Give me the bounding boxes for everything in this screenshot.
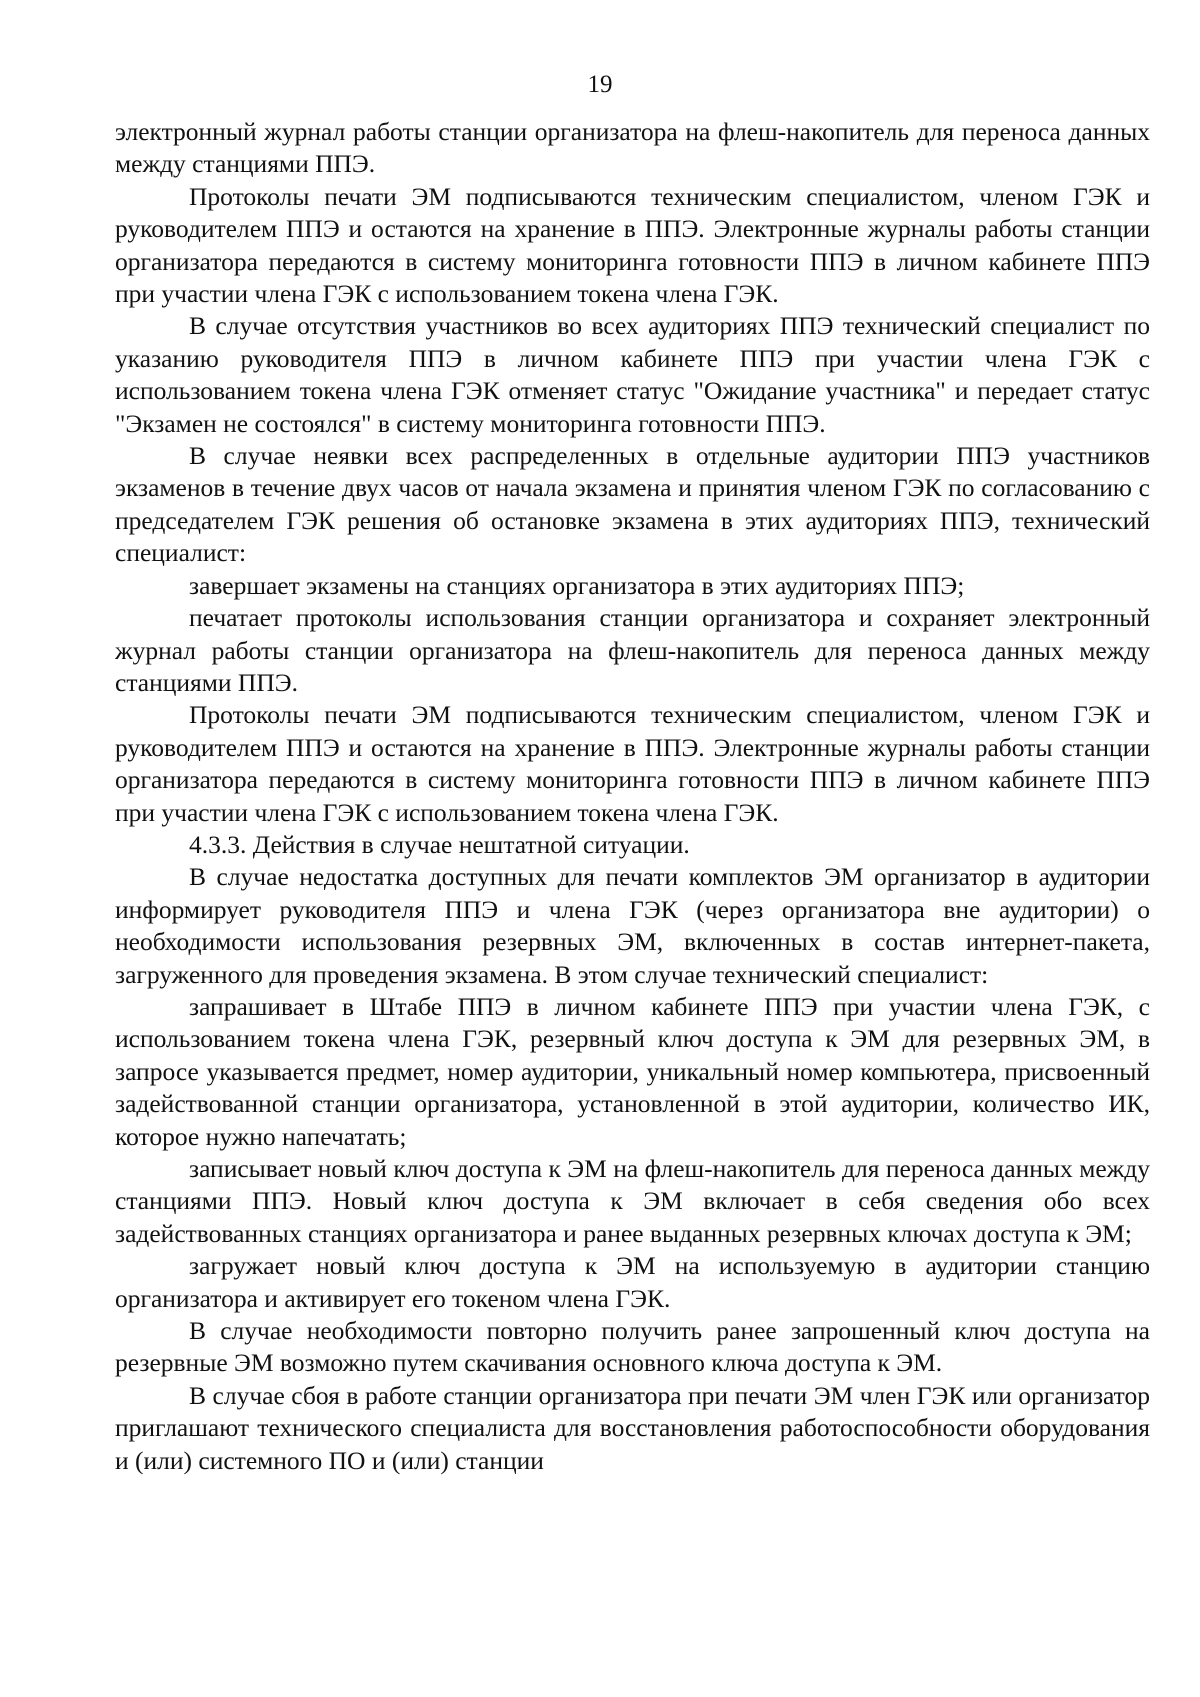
document-body	[115, 116, 1150, 1477]
paragraph: В случае отсутствия участников во всех аудиториях ППЭ технический специалист по указанию руководителя ППЭ в личном кабинете ППЭ при участии члена ГЭК с использованием токена члена ГЭК отменяет статус "Ожидание участника" и передает статус "Экзамен не состоялся" в систему мониторинга готовности ППЭ.	[115, 311, 1150, 438]
section-heading: 4.3.3. Действия в случае нештатной ситуации.	[189, 829, 690, 859]
list-item: загружает новый ключ доступа к ЭМ на используемую в аудитории станцию организатора и активирует его токеном члена ГЭК.	[115, 1251, 1150, 1313]
paragraph-continuation: электронный журнал работы станции организатора на флеш-накопитель для переноса данных между станциями ППЭ.	[115, 117, 1150, 179]
paragraph: В случае неявки всех распределенных в отдельные аудитории ППЭ участников экзаменов в течение двух часов от начала экзамена и принятия членом ГЭК по согласованию с председателем ГЭК решения об остановке экзамена в этих аудиториях ППЭ, технический специалист:	[115, 441, 1150, 568]
list-item: печатает протоколы использования станции организатора и сохраняет электронный журнал работы станции организатора на флеш-накопитель для переноса данных между станциями ППЭ.	[115, 603, 1150, 697]
list-item: завершает экзамены на станциях организатора в этих аудиториях ППЭ;	[189, 570, 965, 600]
paragraph: В случае сбоя в работе станции организатора при печати ЭМ член ГЭК или организатор приглашают технического специалиста для восстановления работоспособности оборудования и (или) системного ПО и (или) станции	[115, 1380, 1150, 1475]
page-number: 19	[587, 71, 613, 98]
paragraph: Протоколы печати ЭМ подписываются техническим специалистом, членом ГЭК и руководителем ППЭ и остаются на хранение в ППЭ. Электронные журналы работы станции организатора передаются в систему мониторинга готовности ППЭ в личном кабинете ППЭ при участии члена ГЭК с использованием токена члена ГЭК.	[115, 181, 1150, 309]
paragraph: В случае необходимости повторно получить ранее запрошенный ключ доступа на резервные ЭМ возможно путем скачивания основного ключа доступа к ЭМ.	[115, 1316, 1150, 1378]
paragraph: Протоколы печати ЭМ подписываются техническим специалистом, членом ГЭК и руководителем ППЭ и остаются на хранение в ППЭ. Электронные журналы работы станции организатора передаются в систему мониторинга готовности ППЭ в личном кабинете ППЭ при участии члена ГЭК с использованием токена члена ГЭК.	[115, 700, 1150, 827]
paragraph: В случае недостатка доступных для печати комплектов ЭМ организатор в аудитории информирует руководителя ППЭ и члена ГЭК (через организатора вне аудитории) о необходимости использования резервных ЭМ, включенных в состав интернет-пакета, загруженного для проведения экзамена. В этом случае технический специалист:	[115, 862, 1150, 989]
list-item: запрашивает в Штабе ППЭ в личном кабинете ППЭ при участии члена ГЭК, с использованием токена члена ГЭК, резервный ключ доступа к ЭМ для резервных ЭМ, в запросе указывается предмет, номер аудитории, уникальный номер компьютера, присвоенный задействованной станции организатора, установленной в этой аудитории, количество ИК, которое нужно напечатать;	[115, 991, 1150, 1151]
list-item: записывает новый ключ доступа к ЭМ на флеш-накопитель для переноса данных между станциями ППЭ. Новый ключ доступа к ЭМ включает в себя сведения обо всех задействованных станциях организатора и ранее выданных резервных ключах доступа к ЭМ;	[115, 1154, 1150, 1248]
